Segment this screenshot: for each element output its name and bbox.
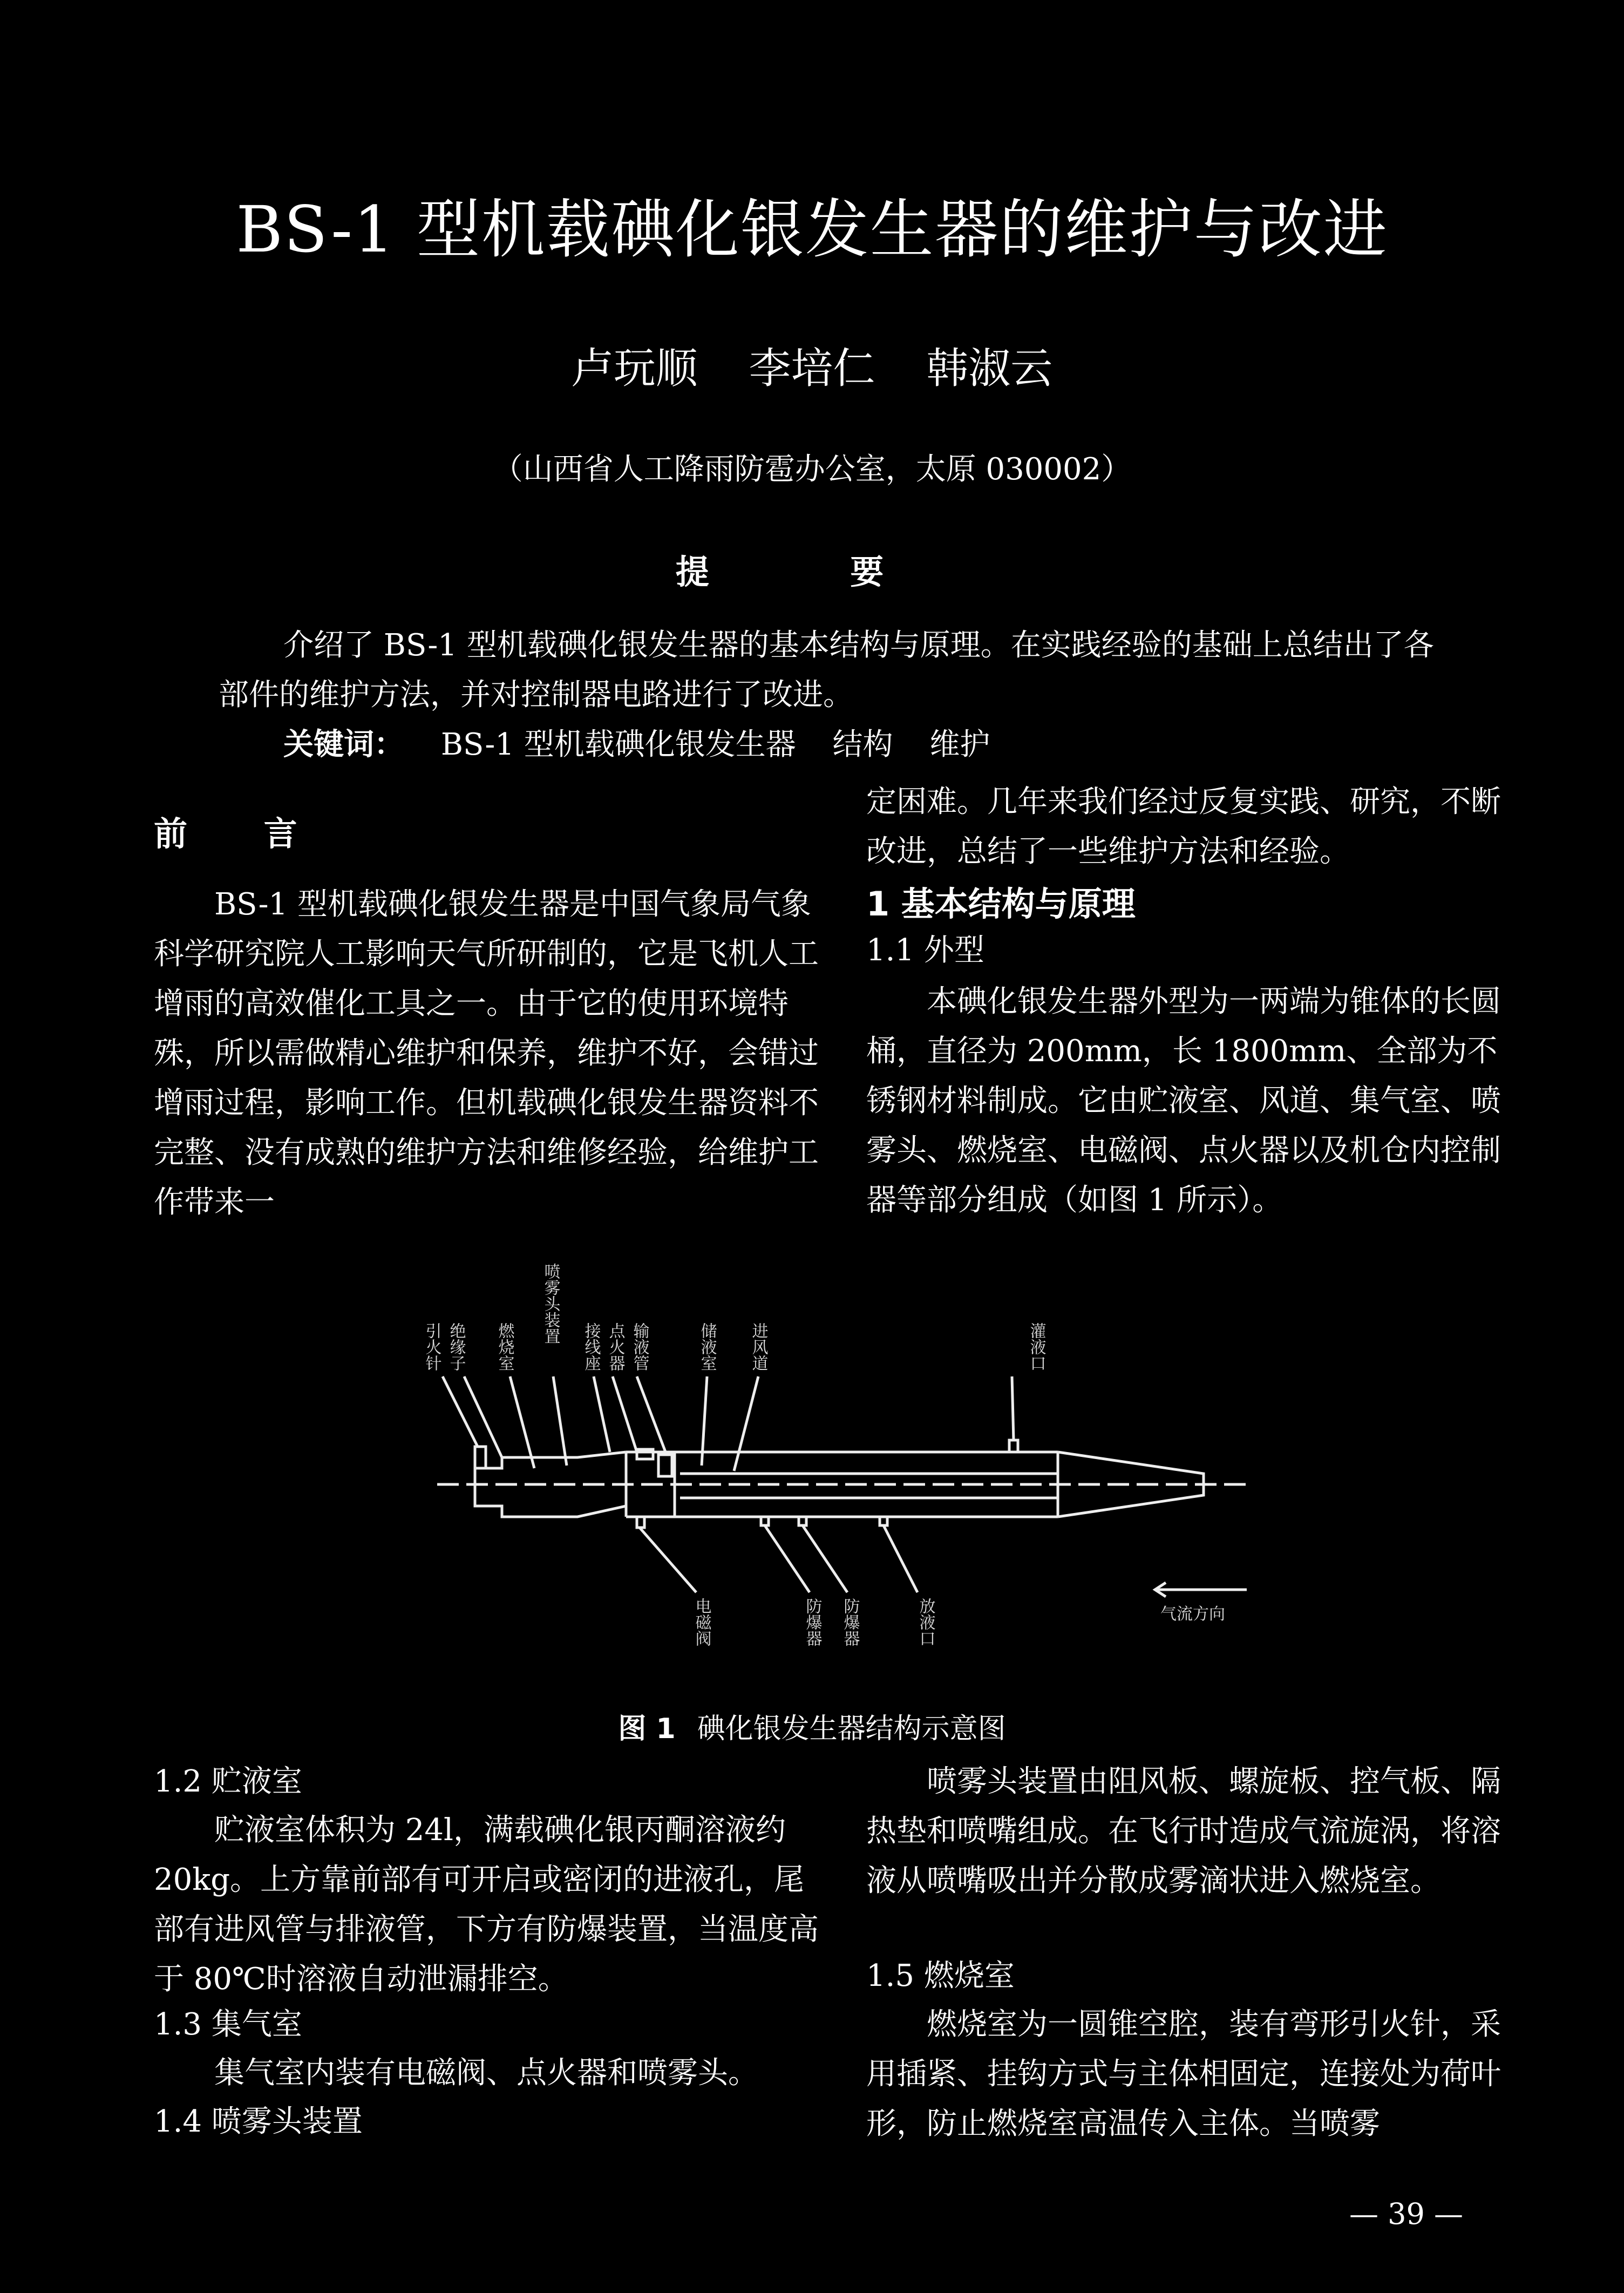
label-fangbaoqi-1: 防爆器 [803, 1598, 822, 1646]
authors: 卢玩顺 李培仁 韩淑云 [571, 344, 1053, 393]
s1-1-text: 本碘化银发生器外型为一两端为锥体的长圆桶，直径为 200mm，长 1800mm、全部为不锈钢材料制成。它由贮液室、风道、集气室、喷雾头、燃烧室、电磁阀、点火器以及机仓内控制器等部分组成（如图 1 所示）。 [866, 984, 1501, 1218]
s1-3-heading: 1.3 集气室 [154, 2007, 302, 2042]
label-chuyeshi: 储液室 [697, 1322, 717, 1371]
keywords-label: 关键词： [283, 727, 404, 762]
label-jinfengdao: 进风道 [749, 1322, 768, 1371]
figure-caption [0, 1706, 1624, 1746]
caption-text: 碘化银发生器结构示意图 [697, 1713, 1006, 1745]
caption-label: 图 1 [618, 1713, 676, 1745]
s1-4-text: 喷雾头装置由阻风板、螺旋板、控气板、隔热垫和喷嘴组成。在飞行时造成气流旋涡，将溶液从喷嘴吸出并分散成雾滴状进入燃烧室。 [866, 1764, 1501, 1898]
s1-4-heading: 1.4 喷雾头装置 [154, 2104, 363, 2139]
label-guanyekou: 灌液口 [1027, 1322, 1046, 1371]
keyword: 维护 [929, 727, 990, 762]
keyword: BS-1 型机载碘化银发生器 [440, 727, 796, 762]
label-diancifa: 电磁阀 [692, 1598, 711, 1646]
label-airflow: 气流方向 [1160, 1605, 1225, 1624]
intro-heading: 前 言 [154, 814, 330, 853]
s1-5-text: 燃烧室为一圆锥空腔，装有弯形引火针，采用插紧、挂钩方式与主体相固定，连接处为荷叶形，防止燃烧室高温传入主体。当喷雾 [866, 2007, 1501, 2141]
page-number: — 39 — [1349, 2197, 1464, 2231]
label-jiexianzuo: 接线座 [581, 1322, 601, 1371]
keyword: 结构 [832, 727, 893, 762]
label-fangbaoqi-2: 防爆器 [840, 1598, 860, 1646]
intro-text: BS-1 型机载碘化银发生器是中国气象局气象科学研究院人工影响天气所研制的，它是飞机人工增雨的高效催化工具之一。由于它的使用环境特殊，所以需做精心维护和保养，维护不好，会错过增雨过程，影响工作。但机载碘化银发生器资料不完整、没有成熟的维护方法和维修经验，给维护工作带来一 [154, 887, 819, 1220]
intro-continued: 定困难。几年来我们经过反复实践、研究，不断改进，总结了一些维护方法和经验。 [866, 784, 1501, 869]
abstract-heading: 提 要 [675, 552, 949, 592]
abstract-text: 介绍了 BS-1 型机载碘化银发生器的基本结构与原理。在实践经验的基础上总结出了各部件的维护方法，并对控制器电路进行了改进。 [219, 628, 1434, 713]
figure-1-schematic [421, 1252, 1285, 1684]
label-ranshaoshi: 燃烧室 [495, 1322, 514, 1371]
label-yinhuozhen: 引火针 [422, 1322, 441, 1371]
label-jueyuanzi: 绝缘子 [446, 1322, 466, 1371]
section1-heading: 1 基本结构与原理 [866, 884, 1136, 924]
affiliation: （山西省人工降雨防雹办公室，太原 030002） [492, 452, 1132, 487]
s1-1-heading: 1.1 外型 [866, 933, 984, 968]
s1-5-heading: 1.5 燃烧室 [866, 1958, 1015, 1993]
paper-title: BS-1 型机载碘化银发生器的维护与改进 [236, 192, 1388, 267]
s1-2-text: 贮液室体积为 24l，满载碘化银丙酮溶液约 20kg。上方靠前部有可开启或密闭的进液孔，尾部有进风管与排液管，下方有防爆装置，当温度高于 80℃时溶液自动泄漏排空。 [154, 1813, 819, 1997]
label-fangyekou: 放液口 [916, 1598, 935, 1646]
s1-3-text: 集气室内装有电磁阀、点火器和喷雾头。 [214, 2055, 758, 2091]
label-penwutou: 喷雾头装置 [541, 1263, 560, 1344]
label-shuyeguan: 输液管 [630, 1322, 649, 1371]
keywords-line [283, 721, 1471, 764]
s1-2-heading: 1.2 贮液室 [154, 1764, 302, 1799]
label-dianhuoqi: 点火器 [606, 1322, 625, 1371]
